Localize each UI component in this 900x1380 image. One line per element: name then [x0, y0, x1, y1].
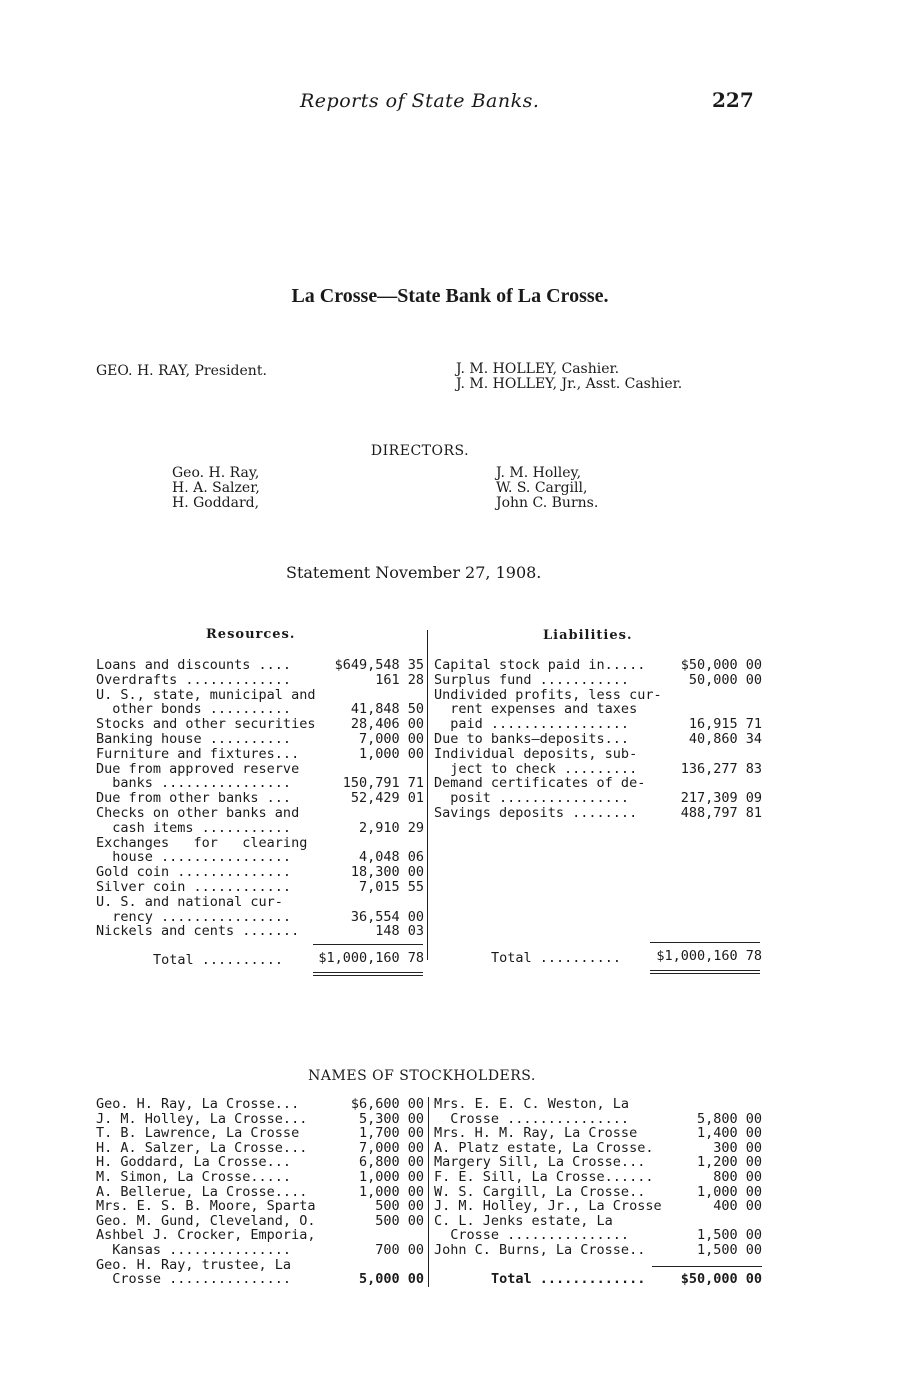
resource-row-amount: $649,548 35 — [334, 657, 424, 673]
liability-row-amount: 50,000 00 — [688, 671, 762, 688]
resources-total-rule — [313, 944, 423, 945]
resource-row-label: Exchanges for clearing — [96, 834, 308, 851]
bank-title: La Crosse—State Bank of La Crosse. — [291, 285, 609, 307]
resources-heading: Resources. — [206, 627, 296, 642]
running-title: Reports of State Banks. — [300, 90, 540, 112]
resource-row-amount: 7,000 00 — [358, 731, 424, 747]
page-number: 227 — [712, 88, 754, 112]
stockholder-left-row-label: J. M. Holley, La Crosse... — [96, 1110, 308, 1127]
director-name: J. M. Holley, — [496, 465, 582, 481]
resources-total-amount: $1,000,160 78 — [318, 950, 424, 966]
resource-row-label: Furniture and fixtures... — [96, 745, 300, 762]
resource-row-label: Banking house .......... — [96, 731, 292, 747]
resource-row-amount: 52,429 01 — [350, 790, 424, 807]
stockholder-right-row-label: Crosse ............... — [434, 1110, 630, 1127]
cashier: J. M. HOLLEY, Cashier. — [456, 361, 620, 377]
stockholder-left-row-label: T. B. Lawrence, La Crosse — [96, 1125, 300, 1142]
liability-row-amount: 488,797 81 — [680, 805, 762, 821]
resource-row-label: cash items ........... — [96, 819, 292, 836]
directors-left-list — [172, 466, 260, 511]
resource-row-amount: 1,000 00 — [358, 745, 424, 762]
stockholder-right-row-label: C. L. Jenks estate, La — [434, 1212, 613, 1229]
stockholders-column-divider — [428, 1097, 429, 1287]
liability-row-label: Undivided profits, less cur- — [434, 686, 662, 703]
stockholder-left-row-amount: 1,700 00 — [358, 1125, 424, 1142]
liability-row-amount: $50,000 00 — [680, 657, 762, 673]
stockholder-right-row-amount: 1,500 00 — [696, 1227, 762, 1244]
liability-row-amount: 16,915 71 — [688, 716, 762, 733]
resource-row-label: other bonds .......... — [96, 701, 292, 718]
liabilities-total-double-rule-2 — [650, 973, 760, 974]
stockholder-left-row-amount: 500 00 — [375, 1198, 424, 1215]
liability-row-label: Individual deposits, sub- — [434, 745, 638, 762]
stockholder-left-row-label: Geo. H. Ray, La Crosse... — [96, 1096, 300, 1112]
director-name: Geo. H. Ray, — [172, 465, 260, 481]
stockholder-left-row-amount: 500 00 — [375, 1212, 424, 1229]
liability-row-amount: 40,860 34 — [688, 731, 762, 747]
resource-row-amount: 161 28 — [375, 671, 424, 688]
resource-row-label: rency ................ — [96, 908, 292, 925]
liability-row-label: Surplus fund ........... — [434, 671, 630, 688]
stockholder-right-row-amount: 1,400 00 — [696, 1125, 762, 1142]
stockholder-left-row-label: M. Simon, La Crosse..... — [96, 1169, 292, 1185]
stockholder-left-row-label: Ashbel J. Crocker, Emporia, — [96, 1227, 316, 1244]
stockholder-left-row-amount: 1,000 00 — [358, 1169, 424, 1185]
assistant-cashier: J. M. HOLLEY, Jr., Asst. Cashier. — [456, 376, 683, 392]
stockholder-left-row-label: Crosse ............... — [96, 1271, 292, 1288]
liability-row-label: posit ................ — [434, 790, 630, 807]
director-name: W. S. Cargill, — [496, 480, 588, 496]
resource-row-label: Nickels and cents ....... — [96, 923, 300, 940]
resource-row-label: Due from approved reserve — [96, 760, 300, 777]
liability-row-label: Savings deposits ........ — [434, 805, 638, 821]
resource-row-label: U. S. and national cur- — [96, 893, 283, 910]
liabilities-total-amount: $1,000,160 78 — [656, 948, 762, 964]
president: GEO. H. RAY, President. — [96, 363, 267, 379]
liability-row-label: ject to check ......... — [434, 760, 638, 777]
resource-row-amount: 150,791 71 — [342, 775, 424, 792]
stockholders-total-rule — [652, 1266, 762, 1267]
resource-row-label: Overdrafts ............. — [96, 671, 292, 688]
stockholder-left-row-amount: 6,800 00 — [358, 1154, 424, 1171]
liabilities-heading: Liabilities. — [543, 628, 633, 643]
stockholder-right-row-amount: 1,000 00 — [696, 1183, 762, 1200]
stockholder-left-row-label: H. Goddard, La Crosse... — [96, 1154, 292, 1171]
liability-row-amount: 136,277 83 — [680, 760, 762, 777]
resource-row-amount: 28,406 00 — [350, 716, 424, 733]
stockholders-heading: NAMES OF STOCKHOLDERS. — [308, 1068, 536, 1084]
stockholder-right-row-label: Margery Sill, La Crosse... — [434, 1154, 646, 1171]
liability-row-label: Due to banks—deposits... — [434, 731, 630, 747]
liabilities-total-double-rule-1 — [650, 970, 760, 971]
stockholder-right-row-amount: 1,500 00 — [696, 1242, 762, 1258]
stockholder-right-row-label: J. M. Holley, Jr., La Crosse — [434, 1198, 662, 1215]
resource-row-amount: 36,554 00 — [350, 908, 424, 925]
resources-total-label: Total .......... — [153, 952, 284, 968]
resource-row-amount: 2,910 29 — [358, 819, 424, 836]
stockholder-right-row-amount: 800 00 — [713, 1169, 762, 1185]
resources-total-double-rule-2 — [313, 975, 423, 976]
stockholder-left-row-label: Geo. H. Ray, trustee, La — [96, 1256, 292, 1273]
directors-right-list — [496, 466, 598, 511]
resource-row-amount: 148 03 — [375, 923, 424, 940]
liability-row-label: paid ................. — [434, 716, 630, 733]
stockholder-left-row-label: H. A. Salzer, La Crosse... — [96, 1139, 308, 1156]
stockholder-left-row-amount: 1,000 00 — [358, 1183, 424, 1200]
stockholder-right-row-label: John C. Burns, La Crosse.. — [434, 1242, 646, 1258]
liability-row-amount: 217,309 09 — [680, 790, 762, 807]
stockholder-right-row-amount: 400 00 — [713, 1198, 762, 1215]
resource-row-label: Gold coin .............. — [96, 864, 292, 881]
director-name: H. A. Salzer, — [172, 480, 260, 496]
stockholder-left-row-label: Geo. M. Gund, Cleveland, O. — [96, 1212, 316, 1229]
stockholder-right-row-amount: 300 00 — [713, 1139, 762, 1156]
stockholder-left-row-amount: 5,000 00 — [358, 1271, 424, 1288]
stockholder-left-row-amount: 7,000 00 — [358, 1139, 424, 1156]
resource-row-label: house ................ — [96, 849, 292, 866]
liability-row-label: rent expenses and taxes — [434, 701, 638, 718]
resource-row-amount: 18,300 00 — [350, 864, 424, 881]
stockholder-right-row-amount: 1,200 00 — [696, 1154, 762, 1171]
stockholder-left-row-label: Mrs. E. S. B. Moore, Sparta — [96, 1198, 316, 1215]
statement-column-divider — [427, 630, 428, 960]
liability-row-label: Demand certificates of de- — [434, 775, 646, 792]
stockholder-right-row-label: Mrs. H. M. Ray, La Crosse — [434, 1125, 638, 1142]
stockholder-left-row-amount: 700 00 — [375, 1242, 424, 1258]
resource-row-label: Silver coin ............ — [96, 879, 292, 895]
stockholder-left-row-label: A. Bellerue, La Crosse.... — [96, 1183, 308, 1200]
resource-row-amount: 7,015 55 — [358, 879, 424, 895]
statement-title: Statement November 27, 1908. — [286, 563, 542, 582]
resources-total-double-rule-1 — [313, 972, 423, 973]
resource-row-amount: 4,048 06 — [358, 849, 424, 866]
stockholder-right-row-label: Mrs. E. E. C. Weston, La — [434, 1096, 630, 1112]
resource-row-label: U. S., state, municipal and — [96, 686, 316, 703]
stockholder-left-row-amount: 5,300 00 — [358, 1110, 424, 1127]
resource-row-label: Stocks and other securities — [96, 716, 316, 733]
director-name: John C. Burns. — [496, 495, 599, 511]
stockholders-total-amount: $50,000 00 — [680, 1271, 762, 1287]
stockholder-right-row-label: A. Platz estate, La Crosse. — [434, 1139, 654, 1156]
stockholder-right-row-label: F. E. Sill, La Crosse...... — [434, 1169, 654, 1185]
liabilities-total-label: Total .......... — [491, 950, 622, 966]
director-name: H. Goddard, — [172, 495, 260, 511]
stockholders-total-label: Total ............. — [491, 1271, 646, 1287]
resource-row-label: Due from other banks ... — [96, 790, 292, 807]
stockholder-right-row-amount: 5,800 00 — [696, 1110, 762, 1127]
resource-row-label: Loans and discounts .... — [96, 657, 292, 673]
resource-row-label: Checks on other banks and — [96, 805, 300, 821]
stockholder-left-row-label: Kansas ............... — [96, 1242, 292, 1258]
stockholder-left-row-amount: $6,600 00 — [350, 1096, 424, 1112]
directors-heading: DIRECTORS. — [370, 443, 470, 459]
resource-row-label: banks ................ — [96, 775, 292, 792]
stockholder-right-row-label: W. S. Cargill, La Crosse.. — [434, 1183, 646, 1200]
liability-row-label: Capital stock paid in..... — [434, 657, 646, 673]
stockholder-right-row-label: Crosse ............... — [434, 1227, 630, 1244]
liabilities-total-rule — [650, 942, 760, 943]
resource-row-amount: 41,848 50 — [350, 701, 424, 718]
